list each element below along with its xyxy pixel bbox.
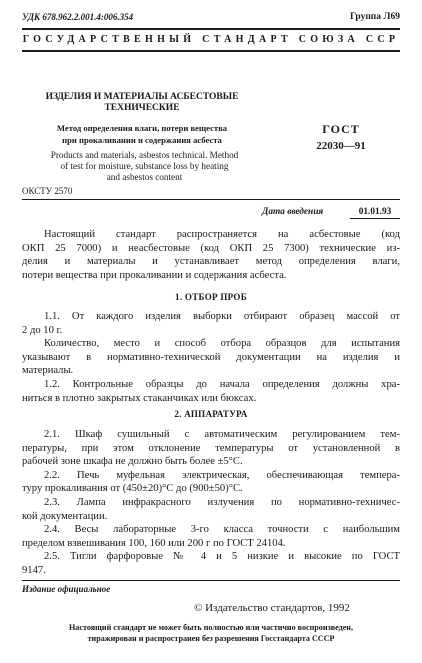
header-rule [22, 50, 400, 52]
title-rule [22, 199, 400, 200]
subtitle-line: при прокаливании и содержания асбеста [62, 135, 222, 145]
text-line: 1.1. От каждого изделия выборки отбирают образец массой от [44, 311, 400, 322]
standard-title: ГОСУДАРСТВЕННЫЙ СТАНДАРТ СОЮЗА ССР [22, 34, 400, 45]
section-heading: 2. АППАРАТУРА [174, 409, 248, 419]
notice-line: Настоящий стандарт не может быть полностью или частично воспроизведен, [69, 623, 353, 632]
english-title [22, 150, 267, 183]
text-line: пределом взвешивания 100, 160 или 200 г по ГОСТ 24104. [22, 537, 286, 549]
intro-paragraph [22, 228, 400, 282]
section-heading: 1. ОТБОР ПРОБ [175, 292, 247, 302]
group-code: Группа Л69 [349, 12, 400, 22]
section1-body [22, 310, 400, 405]
top-rule [22, 28, 400, 30]
udc-code: УДК 678.962.2.001.4:006.354 [22, 12, 134, 22]
title-line: ИЗДЕЛИЯ И МАТЕРИАЛЫ АСБЕСТОВЫЕ [45, 92, 239, 102]
text-line: 2 до 10 г. [22, 324, 63, 336]
reproduction-notice [22, 622, 400, 644]
english-line: of test for moisture, substance loss by heating [60, 161, 229, 171]
text-line: рабочей зоне шкафа не должно быть более ±5°С. [22, 456, 243, 468]
text-line: материалы. [22, 365, 74, 377]
text-line: 1.2. Контрольные образцы до начала определения должны хра- [44, 378, 400, 390]
intro-date-label: Дата введения [262, 207, 324, 217]
english-line: Products and materials, asbestos technical. Method [50, 150, 239, 160]
okstu-code: ОКСТУ 2570 [22, 186, 73, 196]
document-title [22, 92, 262, 114]
document-subtitle [22, 122, 262, 146]
text-line: 2.2. Печь муфельная электрическая, обеспечивающая темпера- [44, 469, 400, 481]
text-line: туру прокаливания от (450±20)°С до (900±50)°С. [22, 483, 243, 495]
official-edition: Издание официальное [22, 584, 111, 594]
text-line: ОКП 25 7000) и неасбестовые (код ОКП 25 7300) технические из- [22, 242, 400, 254]
text-line: 2.5. Тигли фарфоровые № 4 и 5 низкие и высокие по ГОСТ [44, 551, 400, 563]
text-line: 2.1. Шкаф сушильный с автоматическим регулированием тем- [44, 429, 400, 440]
gost-label: ГОСТ [322, 122, 360, 136]
text-line: 2.3. Лампа инфракрасного излучения по нормативно-техничес- [44, 496, 400, 508]
notice-line: тиражирован и распространен без разрешения Госстандарта СССР [87, 634, 335, 643]
text-line: 2.4. Весы лабораторные 3-го класса точности с наибольшим [44, 524, 400, 536]
text-line: 9147. [22, 564, 46, 576]
text-line: ниться в плотно закрытых стаканчиках или бюксах. [22, 392, 257, 404]
english-line: and asbestos content [106, 172, 183, 182]
text-line: делия и материалы и устанавливает метод определения влаги, [22, 256, 400, 268]
title-line: ТЕХНИЧЕСКИЕ [104, 103, 180, 113]
text-line: указывают в нормативно-технической документации на изделия и [22, 351, 400, 363]
text-line: потери вещества при прокаливании и содержания асбеста. [22, 269, 287, 281]
gost-number: 22030—91 [316, 140, 366, 152]
subtitle-line: Метод определения влаги, потери вещества [56, 123, 228, 133]
text-line: кой документации. [22, 510, 108, 522]
copyright: © Издательство стандартов, 1992 [194, 602, 350, 614]
intro-date-value: 01.01.93 [350, 207, 400, 219]
footer-rule [22, 580, 400, 581]
text-line: пературы, при этом отклонение температуры от установленной в [22, 442, 400, 454]
section2-body [22, 428, 400, 578]
text-line: Настоящий стандарт распространяется на асбестовые (код [44, 229, 400, 240]
text-line: Количество, место и способ отбора образцов для испытания [44, 338, 400, 350]
